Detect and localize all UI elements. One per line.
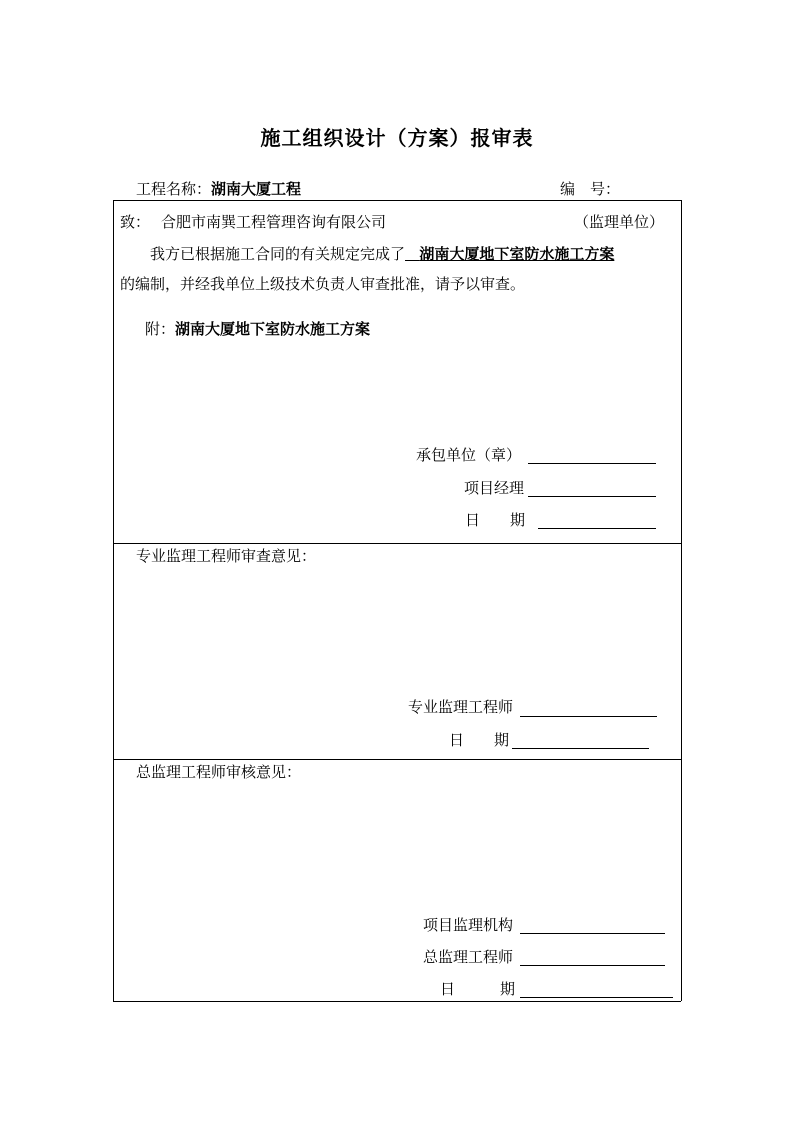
project-name-field	[136, 182, 301, 197]
sign-date-3-label: 日 期	[440, 980, 516, 998]
table-bottom-border	[113, 1001, 681, 1002]
sign-date-2-label: 日 期	[449, 731, 510, 749]
body-prefix: 我方已根据施工合同的有关规定完成了	[150, 245, 406, 263]
sign-engineer-label: 专业监理工程师	[408, 698, 514, 716]
to-label: 致：	[120, 213, 151, 231]
sign-manager-label: 项目经理	[464, 479, 525, 497]
section-divider-1	[113, 543, 681, 544]
attach-label: 附：	[145, 320, 176, 338]
sign-contractor-label: 承包单位（章）	[416, 446, 522, 464]
sign-date-label: 日 期	[465, 511, 526, 529]
chief-review-heading: 总监理工程师审核意见：	[136, 763, 302, 781]
project-label: 工程名称：	[136, 180, 212, 198]
sign-date-2-line	[512, 748, 649, 749]
table-left-border	[113, 200, 114, 1001]
to-role: （监理单位）	[574, 213, 665, 231]
sign-chief-label: 总监理工程师	[423, 948, 514, 966]
table-right-border	[681, 200, 682, 1001]
project-name: 湖南大厦工程	[211, 180, 302, 198]
sign-org-label: 项目监理机构	[423, 916, 514, 934]
plan-name: 湖南大厦地下室防水施工方案	[419, 245, 615, 263]
sign-contractor-line	[528, 463, 656, 464]
attachment-line	[145, 322, 370, 337]
section-divider-2	[113, 759, 681, 760]
to-company: 合肥市南巽工程管理咨询有限公司	[161, 213, 387, 231]
sign-date-line	[538, 528, 656, 529]
page-title: 施工组织设计（方案）报审表	[260, 126, 534, 150]
body-line-2: 的编制，并经我单位上级技术负责人审查批准，请予以审查。	[120, 275, 526, 293]
attach-name: 湖南大厦地下室防水施工方案	[175, 320, 371, 338]
sign-org-line	[520, 933, 665, 934]
plan-name-pad	[405, 245, 419, 263]
engineer-review-heading: 专业监理工程师审查意见：	[136, 547, 317, 565]
sign-chief-line	[520, 965, 665, 966]
sign-engineer-line	[520, 716, 657, 717]
body-line-1	[150, 247, 614, 262]
number-label: 编 号：	[560, 180, 621, 198]
sign-manager-line	[528, 496, 656, 497]
sign-date-3-line	[520, 997, 673, 998]
table-top-border	[113, 200, 681, 201]
